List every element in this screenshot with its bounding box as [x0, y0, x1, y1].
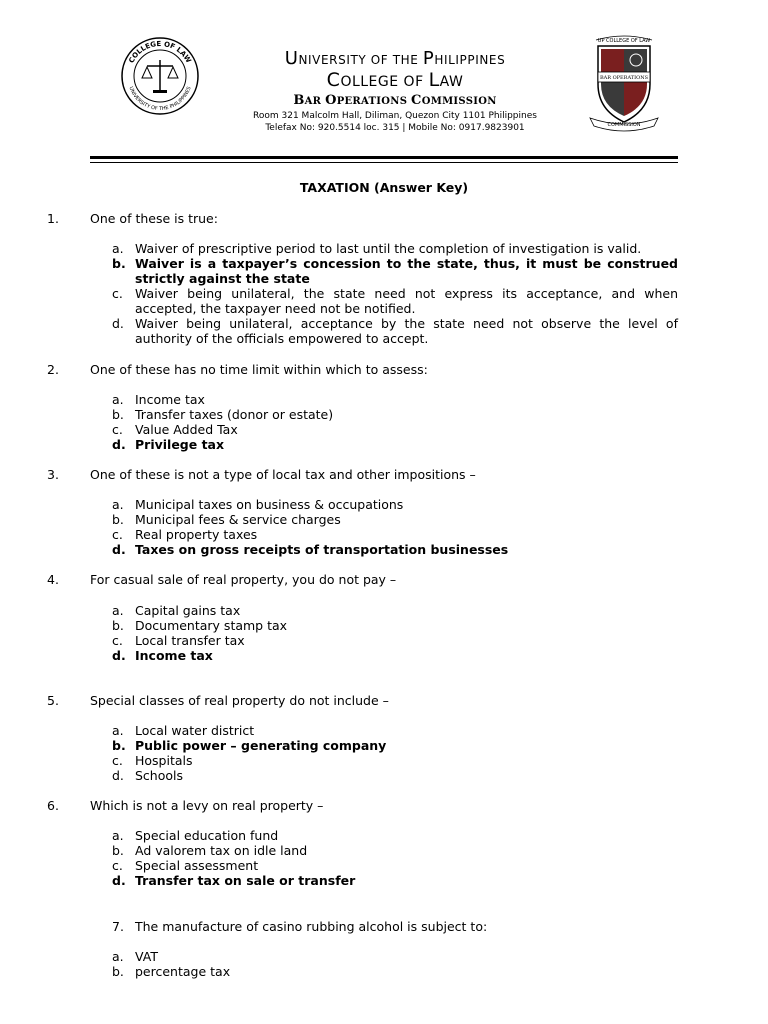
seal-right-banner: COMMISSION	[607, 122, 641, 128]
question-7	[112, 919, 678, 934]
option-item-answer: d. Taxes on gross receipts of transportation businesses	[112, 542, 509, 557]
option-item: c. Special assessment	[112, 858, 259, 873]
question-number: 3.	[47, 467, 59, 482]
college-of-law-seal-icon	[120, 36, 200, 116]
question-number: 4.	[47, 572, 59, 587]
header-rule-thick	[90, 156, 678, 159]
question-options	[112, 241, 678, 346]
letterhead	[90, 22, 680, 134]
commission-name: BAR OPERATIONS COMMISSION	[293, 93, 497, 108]
contact-info: Telefax No: 920.5514 loc. 315 | Mobile No: 0917.9823901	[265, 123, 525, 133]
seal-left-top-text: COLLEGE OF LAW	[127, 39, 193, 65]
seal-left-bottom-text: UNIVERSITY OF THE PHILIPPINES	[127, 85, 193, 113]
university-name: UNIVERSITY OF THE PHILIPPINES	[284, 48, 506, 69]
question-text: 7. The manufacture of casino rubbing alcohol is subject to:	[112, 919, 488, 934]
question-options	[112, 723, 678, 783]
question-number: 5.	[47, 693, 59, 708]
question-text: One of these has no time limit within which to assess:	[90, 362, 428, 377]
question-number: 1.	[47, 211, 59, 226]
question-text: Which is not a levy on real property –	[90, 798, 324, 813]
question-options	[112, 828, 678, 888]
letterhead-text	[210, 50, 580, 134]
question-options	[112, 603, 678, 663]
option-item: b. Documentary stamp tax	[112, 618, 288, 633]
option-item: b. Ad valorem tax on idle land	[112, 843, 308, 858]
option-item: a. Special education fund	[112, 828, 279, 843]
question-number: 6.	[47, 798, 59, 813]
address: Room 321 Malcolm Hall, Diliman, Quezon City 1101 Philippines	[253, 111, 537, 121]
option-item: b. Transfer taxes (donor or estate)	[112, 407, 334, 422]
option-item: a. Municipal taxes on business & occupations	[112, 497, 404, 512]
option-item: a. Waiver of prescriptive period to last until the completion of investigation is valid.	[112, 241, 642, 256]
option-item: a. Income tax	[112, 392, 205, 407]
question-text: One of these is true:	[90, 211, 218, 226]
college-name: COLLEGE OF LAW	[326, 69, 464, 91]
option-item: b. percentage tax	[112, 964, 231, 979]
option-item-answer: d. Privilege tax	[112, 437, 225, 452]
option-item: a. Local water district	[112, 723, 255, 738]
question-options	[112, 497, 678, 557]
question-number: 2.	[47, 362, 59, 377]
option-item: a. Capital gains tax	[112, 603, 241, 618]
question-text: For casual sale of real property, you do not pay –	[90, 572, 397, 587]
option-item: c. Waiver being unilateral, the state need not express its acceptance, and when accepted, the taxpayer need not be notified.	[112, 286, 678, 316]
question-text: One of these is not a type of local tax and other impositions –	[90, 467, 476, 482]
option-item: d. Schools	[112, 768, 184, 783]
question-text: Special classes of real property do not include –	[90, 693, 389, 708]
option-item: c. Hospitals	[112, 753, 193, 768]
option-item: c. Real property taxes	[112, 527, 258, 542]
seal-right-text: BAR OPERATIONS	[599, 75, 649, 81]
header-rule-thin	[90, 162, 678, 163]
option-item-answer: b. Waiver is a taxpayer’s concession to the state, thus, it must be construed strictly against the state	[112, 256, 678, 286]
option-item: b. Municipal fees & service charges	[112, 512, 341, 527]
option-item-answer: d. Income tax	[112, 648, 213, 663]
seal-right-top-text: UP COLLEGE OF LAW	[597, 38, 651, 44]
option-item: c. Value Added Tax	[112, 422, 238, 437]
question-options	[112, 949, 678, 979]
option-item-answer: b. Public power – generating company	[112, 738, 387, 753]
option-item: a. VAT	[112, 949, 158, 964]
option-item: c. Local transfer tax	[112, 633, 245, 648]
question-options	[112, 392, 678, 452]
question-number: 7.	[112, 919, 124, 934]
option-item-answer: d. Transfer tax on sale or transfer	[112, 873, 356, 888]
document-title: TAXATION (Answer Key)	[299, 180, 469, 195]
option-item: d. Waiver being unilateral, acceptance by the state need not observe the level of authority of the officials empowered to accept.	[112, 316, 678, 346]
bar-operations-shield-icon	[584, 32, 664, 132]
